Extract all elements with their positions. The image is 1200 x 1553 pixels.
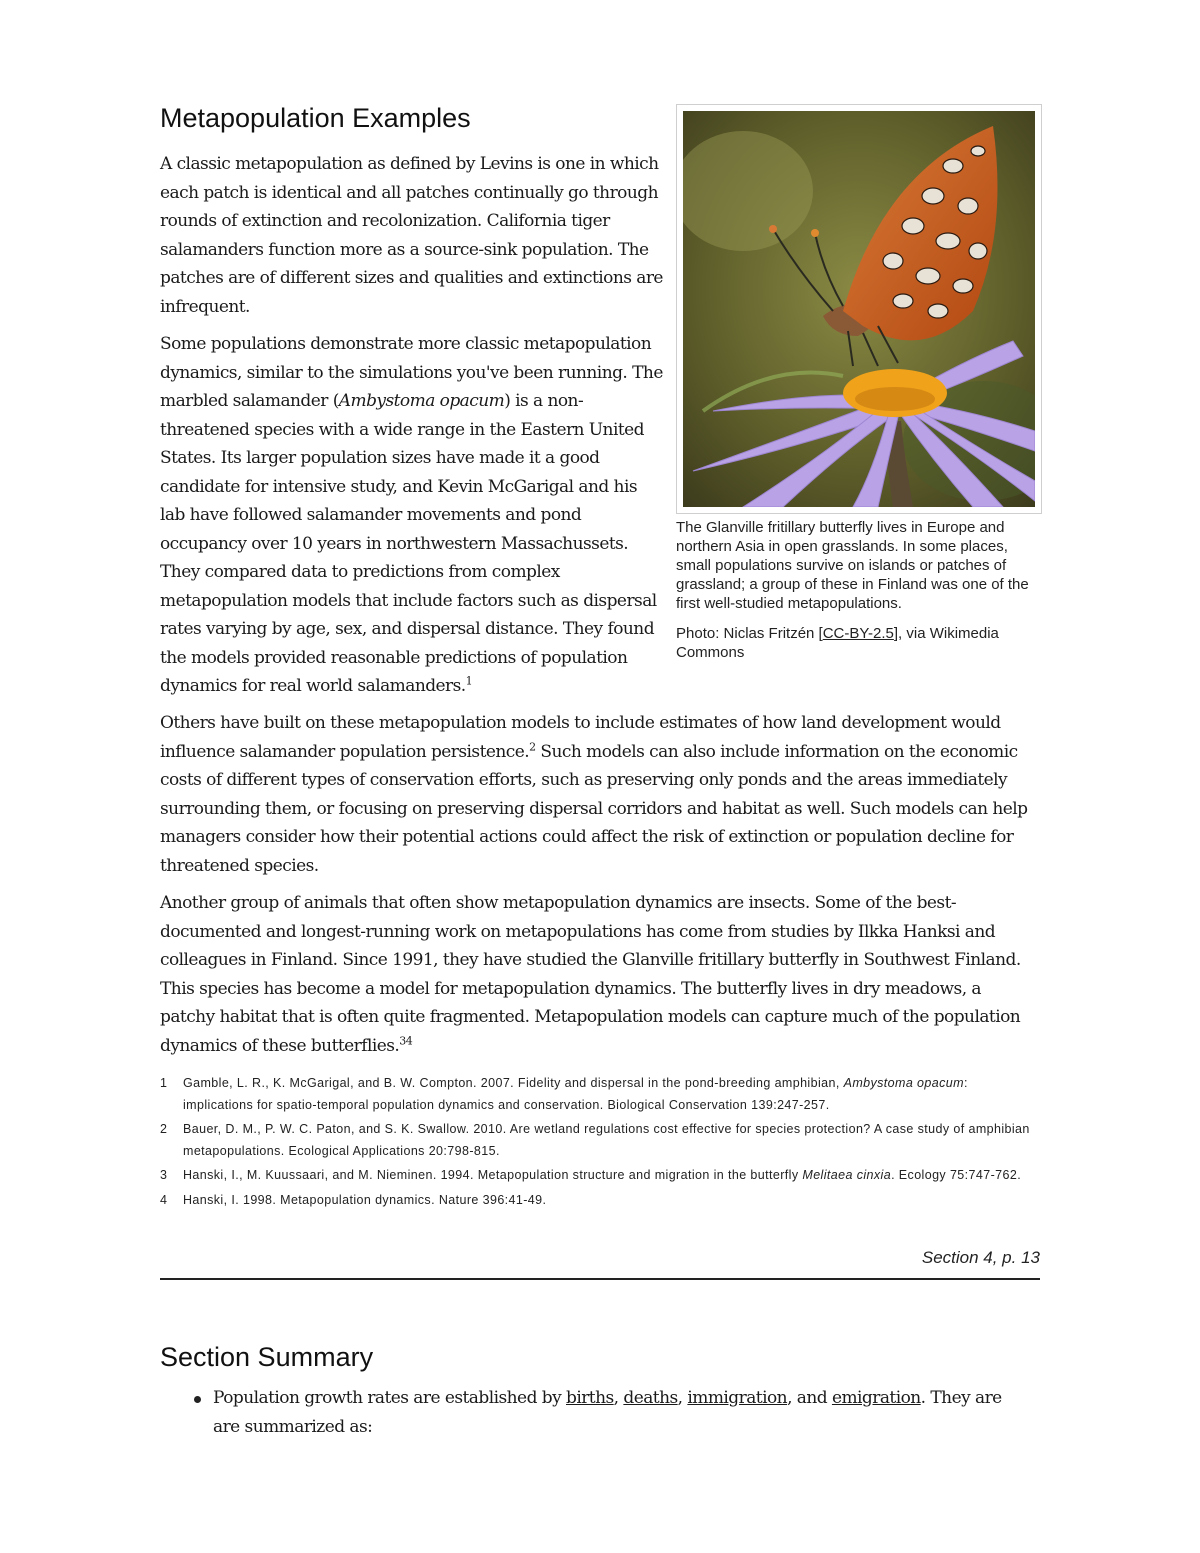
antenna-tip [811, 229, 819, 237]
page-divider [160, 1278, 1040, 1280]
summary-text: Population growth rates are established by [213, 1388, 566, 1408]
footnote-text: Bauer, D. M., P. W. C. Paton, and S. K. Swallow. 2010. Are wetland regulations cost effective for species protection? A case study of amphibian metapopulations. Ecological Applications 20:798-815. [183, 1122, 1030, 1158]
summary-text: . They are are summarized as: [213, 1388, 1002, 1437]
species-name: Ambystoma opacum [843, 1076, 964, 1090]
butterfly-figure [676, 104, 1044, 673]
footnote [160, 1073, 1030, 1116]
lead-text-column [160, 150, 665, 710]
bullet-icon [194, 1396, 201, 1403]
full-width-text [160, 709, 1040, 1069]
footnote-number: 4 [160, 1192, 168, 1207]
summary-text: , [677, 1388, 688, 1408]
species-name: Melitaea cinxia [802, 1168, 892, 1182]
paragraph-insects [160, 889, 1040, 1060]
page-title: Metapopulation Examples [160, 103, 471, 133]
footnote [160, 1190, 1030, 1212]
section-summary-heading: Section Summary [160, 1342, 374, 1372]
photo-frame [676, 104, 1042, 514]
species-name: Ambystoma opacum [338, 391, 505, 411]
footnote [160, 1165, 1030, 1187]
footnote-text: : implications for spatio-temporal population dynamics and conservation. Biological Conservation 139:247-257. [183, 1076, 968, 1112]
summary-list [213, 1384, 1033, 1442]
license-link[interactable]: CC-BY-2.5 [822, 625, 894, 642]
figure-caption [676, 518, 1036, 662]
paragraph-land-development [160, 709, 1040, 880]
footnote-text: Hanski, I. 1998. Metapopulation dynamics. Nature 396:41-49. [183, 1192, 547, 1207]
footnote-ref[interactable]: 2 [529, 739, 536, 753]
footnote-text: . Ecology 75:747-762. [891, 1168, 1022, 1182]
photo-credit [676, 624, 1036, 662]
caption-text: The Glanville fritillary butterfly lives in Europe and northern Asia in open grasslands. In some places, small populations survive on islands or patches of grassland; a group of these in Finland was one of the first well-studied metapopulations. [676, 519, 1029, 612]
summary-text: , and [787, 1388, 832, 1408]
butterfly-photo [683, 111, 1035, 507]
footnote-number: 3 [160, 1168, 168, 1182]
paragraph-text: Such models can also include information on the economic costs of different types of conservation efforts, such as preserving only ponds and the areas immediately surrounding them, or focusing on preserving dispersal corridors and habitat as well. Such models can help managers consider how their potential actions could affect the risk of extinction or population decline for threatened species. [160, 741, 1028, 876]
list-item [213, 1384, 1033, 1442]
summary-text: , [613, 1388, 624, 1408]
glossary-link-immigration[interactable]: immigration [687, 1388, 788, 1408]
footnote [160, 1119, 1030, 1162]
footnote-ref[interactable]: 1 [465, 674, 473, 688]
footnote-number: 1 [160, 1076, 168, 1090]
glossary-link-deaths[interactable]: deaths [623, 1388, 678, 1408]
paragraph-text: Some populations demonstrate more classic metapopulation dynamics, similar to the simulations you've been running. The marbled salamander ( [160, 334, 663, 411]
page-reference: Section 4, p. 13 [921, 1248, 1040, 1267]
footnotes [160, 1073, 1030, 1214]
antenna-tip [769, 225, 777, 233]
footnote-text: Gamble, L. R., K. McGarigal, and B. W. Compton. 2007. Fidelity and dispersal in the pond-breeding amphibian, [183, 1076, 844, 1090]
paragraph-text: ) is a non-threatened species with a wide range in the Eastern United States. Its larger population sizes have made it a good candidate for intensive study, and Kevin McGarigal and his lab have followed salamander movements and pond occupancy over 10 years in northwestern Massachussets. They compared data to predictions from complex metapopulation models that include factors such as dispersal rates varying by age, sex, and dispersal distance. They found the models provided reasonable predictions of population dynamics for real world salamanders. [160, 391, 657, 696]
footnote-number: 2 [160, 1122, 168, 1136]
footnote-ref[interactable]: 34 [399, 1033, 413, 1047]
glossary-link-emigration[interactable]: emigration [831, 1388, 921, 1408]
paragraph-levins: A classic metapopulation as defined by Levins is one in which each patch is identical and all patches continually go through rounds of extinction and recolonization. California tiger salamanders function more as a source-sink population. The patches are of different sizes and qualities and extinctions are infrequent. [160, 154, 663, 317]
glossary-link-births[interactable]: births [566, 1388, 614, 1408]
footnote-text: Hanski, I., M. Kuussaari, and M. Nieminen. 1994. Metapopulation structure and migration in the butterfly [183, 1168, 803, 1182]
flower-center-shade [855, 387, 935, 411]
paragraph-text: Others have built on these metapopulation models to include estimates of how land development would influence salamander population persistence. [160, 713, 1001, 762]
credit-text: Photo: Niclas Fritzén [ [676, 625, 823, 642]
paragraph-marbled-salamander [160, 330, 665, 701]
paragraph-text: Another group of animals that often show metapopulation dynamics are insects. Some of the best-documented and longest-running work on metapopulations has come from studies by Ilkka Hanksi and colleagues in Finland. Since 1991, they have studied the Glanville fritillary butterfly in Southwest Finland. This species has become a model for metapopulation dynamics. The butterfly lives in dry meadows, a patchy habitat that is often quite fragmented. Metapopulation models can capture much of the population dynamics of these butterflies. [160, 893, 1021, 1056]
credit-text: ], via Wikimedia Commons [676, 625, 999, 661]
